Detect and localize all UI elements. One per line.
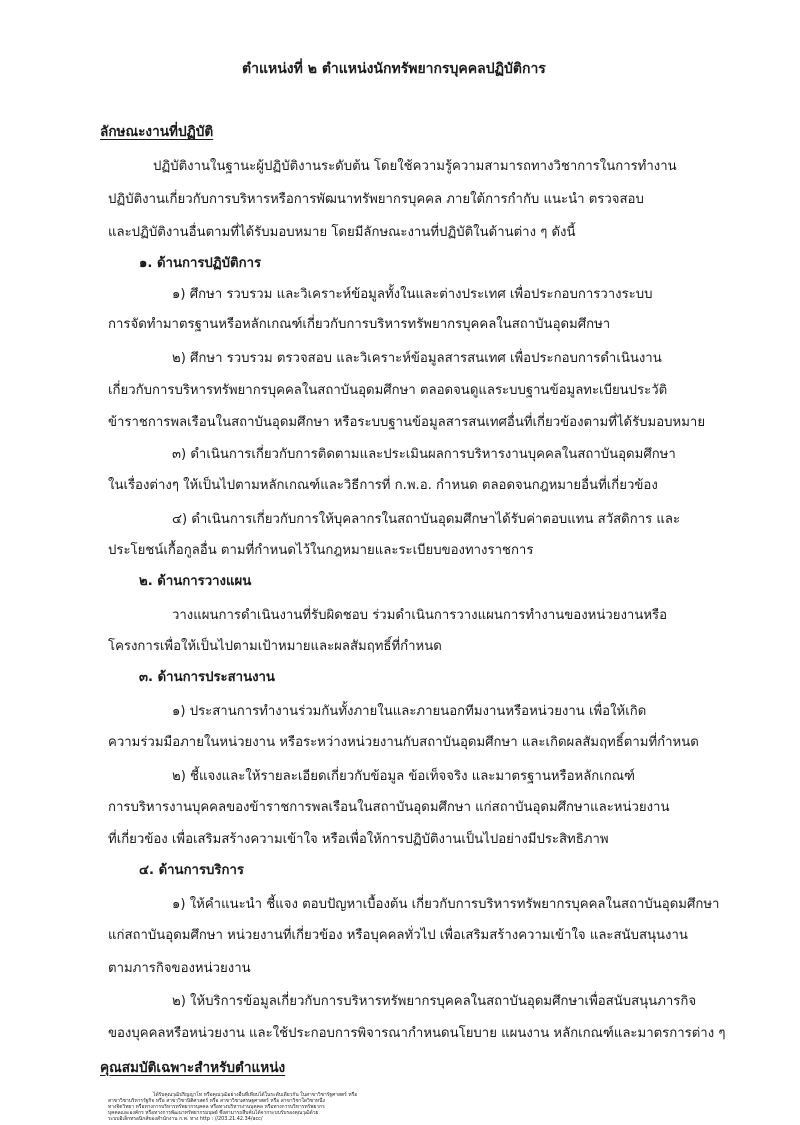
section-item-line: โครงการเพื่อให้เป็นไปตามเป้าหมายและผลสัมฤทธิ์ที่กำหนด	[108, 639, 442, 654]
qualification-line: ได้รับคุณวุฒิปริญญาโท หรือคุณวุฒิอย่างอื่นที่เทียบได้ในระดับเดียวกัน ในสาขาวิชารัฐศาสตร์ หรือ	[153, 1092, 358, 1098]
section-heading-coordination: ๓. ด้านการประสานงาน	[139, 670, 275, 685]
section-item-line: ๑) ให้คำแนะนำ ชี้แจง ตอบปัญหาเบื้องต้น เกี่ยวกับการบริหารทรัพยากรบุคคลในสถาบันอุดมศึกษา	[172, 897, 720, 912]
section-item-line: ตามภารกิจของหน่วยงาน	[108, 961, 251, 976]
intro-line: และปฏิบัติงานอื่นตามที่ได้รับมอบหมาย โดยมีลักษณะงานที่ปฏิบัติในด้านต่าง ๆ ดังนี้	[108, 225, 576, 240]
section-item-line: วางแผนการดำเนินงานที่รับผิดชอบ ร่วมดำเนินการวางแผนการทำงานของหน่วยงานหรือ	[172, 608, 668, 623]
intro-line: ปฏิบัติงานในฐานะผู้ปฏิบัติงานระดับต้น โดยใช้ความรู้ความสามารถทางวิชาการในการทำงาน	[153, 159, 677, 174]
section-item-line: เกี่ยวกับการบริหารทรัพยากรบุคคลในสถาบันอุดมศึกษา ตลอดจนดูแลระบบฐานข้อมูลทะเบียนประวัติ	[108, 383, 668, 398]
section-item-line: ๓) ดำเนินการเกี่ยวกับการติดตามและประเมินผลการบริหารงานบุคคลในสถาบันอุดมศึกษา	[172, 447, 676, 462]
qualification-line: ทางจิตวิทยา หรือทางการบริหารทรัพยากรบุคคล หรือทางบริหารงานบุคคล หรือทางการบริหารทรัพยากร	[108, 1104, 325, 1110]
section-item-line: ๒) ให้บริการข้อมูลเกี่ยวกับการบริหารทรัพยากรบุคคลในสถาบันอุดมศึกษาเพื่อสนับสนุนภารกิจ	[172, 994, 697, 1009]
qualification-line: บุคคลและองค์กร หรือทางการพัฒนาทรัพยากรมนุษย์ ซึ่งสามารถสืบค้นได้จากระบบรับรองคุณวุฒิด้วย	[108, 1110, 319, 1116]
section-heading-planning: ๒. ด้านการวางแผน	[139, 574, 252, 589]
section-item-line: ประโยชน์เกื้อกูลอื่น ตามที่กำหนดไว้ในกฎหมายและระเบียบของทางราชการ	[108, 543, 534, 558]
section-item-line: ๑) ประสานการทำงานร่วมกันทั้งภายในและภายนอกทีมงานหรือหน่วยงาน เพื่อให้เกิด	[172, 704, 647, 719]
section-item-line: ๑) ศึกษา รวบรวม และวิเคราะห์ข้อมูลทั้งในและต่างประเทศ เพื่อประกอบการวางระบบ	[172, 287, 653, 302]
page-title: ตำแหน่งที่ ๒ ตำแหน่งนักทรัพยากรบุคคลปฏิบัติการ	[242, 61, 546, 77]
section-item-line: ที่เกี่ยวข้อง เพื่อเสริมสร้างความเข้าใจ หรือเพื่อให้การปฏิบัติงานเป็นไปอย่างมีประสิทธิภาพ	[108, 832, 609, 847]
section-item-line: แก่สถาบันอุดมศึกษา หน่วยงานที่เกี่ยวข้อง หรือบุคคลทั่วไป เพื่อเสริมสร้างความเข้าใจ และสนับสนุนงาน	[108, 928, 688, 943]
job-nature-heading: ลักษณะงานที่ปฏิบัติ	[100, 124, 214, 140]
section-heading-operations: ๑. ด้านการปฏิบัติการ	[139, 256, 262, 271]
qualification-line: สาขาวิชาบริหารรัฐกิจ หรือ สาขาวิชานิติศาสตร์ หรือ สาขาวิชาเศรษฐศาสตร์ หรือ สาขาวิชาใดวิชาหนึ่ง	[108, 1098, 325, 1104]
qualifications-heading: คุณสมบัติเฉพาะสำหรับตำแหน่ง	[100, 1060, 286, 1076]
section-heading-services: ๔. ด้านการบริการ	[139, 863, 244, 878]
section-item-line: ความร่วมมือภายในหน่วยงาน หรือระหว่างหน่วยงานกับสถาบันอุดมศึกษา และเกิดผลสัมฤทธิ์ตามที่กำหนด	[108, 735, 699, 750]
section-item-line: ของบุคคลหรือหน่วยงาน และใช้ประกอบการพิจารณากำหนดนโยบาย แผนงาน หลักเกณฑ์และมาตรการต่าง ๆ	[108, 1026, 726, 1041]
section-item-line: ข้าราชการพลเรือนในสถาบันอุดมศึกษา หรือระบบฐานข้อมูลสารสนเทศอื่นที่เกี่ยวข้องตามที่ได้รับมอบหมาย	[108, 415, 706, 430]
section-item-line: การบริหารงานบุคคลของข้าราชการพลเรือนในสถาบันอุดมศึกษา แก่สถาบันอุดมศึกษาและหน่วยงาน	[108, 800, 670, 815]
section-item-line: ในเรื่องต่างๆ ให้เป็นไปตามหลักเกณฑ์และวิธีการที่ ก.พ.อ. กำหนด ตลอดจนกฎหมายอื่นที่เกี่ยวข้อง	[108, 478, 658, 493]
section-item-line: ๒) ชี้แจงและให้รายละเอียดเกี่ยวกับข้อมูล ข้อเท็จจริง และมาตรฐานหรือหลักเกณฑ์	[172, 769, 635, 784]
intro-line: ปฏิบัติงานเกี่ยวกับการบริหารหรือการพัฒนาทรัพยากรบุคคล ภายใต้การกำกับ แนะนำ ตรวจสอบ	[108, 192, 644, 207]
qualification-line: ระบบอิเล็กทรอนิกส์ของสำนักงาน ก.พ. ทาง http : //203.21.42.34/acc/	[108, 1116, 263, 1122]
section-item-line: ๔) ดำเนินการเกี่ยวกับการให้บุคลากรในสถาบันอุดมศึกษาได้รับค่าตอบแทน สวัสดิการ และ	[172, 512, 681, 527]
section-item-line: ๒) ศึกษา รวบรวม ตรวจสอบ และวิเคราะห์ข้อมูลสารสนเทศ เพื่อประกอบการดำเนินงาน	[172, 351, 662, 366]
section-item-line: การจัดทำมาตรฐานหรือหลักเกณฑ์เกี่ยวกับการบริหารทรัพยากรบุคคลในสถาบันอุดมศึกษา	[108, 317, 611, 332]
